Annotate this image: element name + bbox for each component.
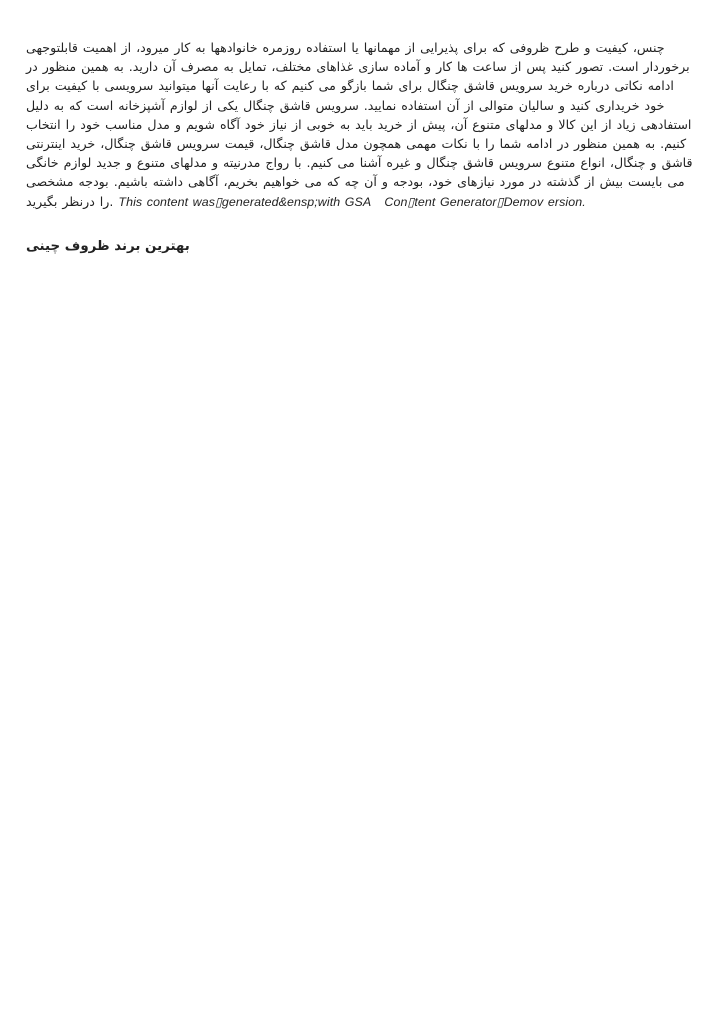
generator-note: This content was▯generated&ensp;with GSA Con▯tent Generator▯Demov ersion. [118, 194, 586, 209]
body-paragraph [26, 38, 694, 212]
section-heading: بهترین برند ظروف چینی [26, 238, 190, 254]
paragraph-text: چنس، کیفیت و طرح ظروفی که برای پذیرایی از مهمانها یا استفاده روزمره خانوادهها به کار میرود، از اهمیت قابلتوجهی برخوردار است. تصور کنید پس از ساعت ها کار و آماده سازی غذاهای مختلف، تمایل به مصرف آن دارید. به همین منظور در ادامه نکاتی درباره خرید سرویس قاشق چنگال برای شما بازگو می کنیم که با رعایت آنها میتوانید سرویسی با کیفیت برای خود خریداری کنید و سالیان متوالی از آن استفاده نمایید. سرویس قاشق چنگال یکی از لوازم آشپزخانه است که به دلیل استفادهی زیاد از این کالا و مدلهای متنوع آن، پیش از خرید باید به خوبی از نیاز خود آگاه شویم و مدل مناسب خود را انتخاب کنیم. به همین منظور در ادامه شما را با نکات مهمی همچون مدل قاشق چنگال، قیمت سرویس قاشق چنگال، خرید اینترنتی قاشق و چنگال، انواع متنوع سرویس قاشق چنگال و غیره آشنا می کنیم. با رواج مدرنیته و مدلهای متنوع و جدید لوازم خانگی می بایست بیش از گذشته در مورد نیازهای خود، بودجه و آن چه که می خواهیم بخریم، آگاهی داشته باشیم. بودجه مشخصی را درنظر بگیرید. [26, 40, 693, 209]
